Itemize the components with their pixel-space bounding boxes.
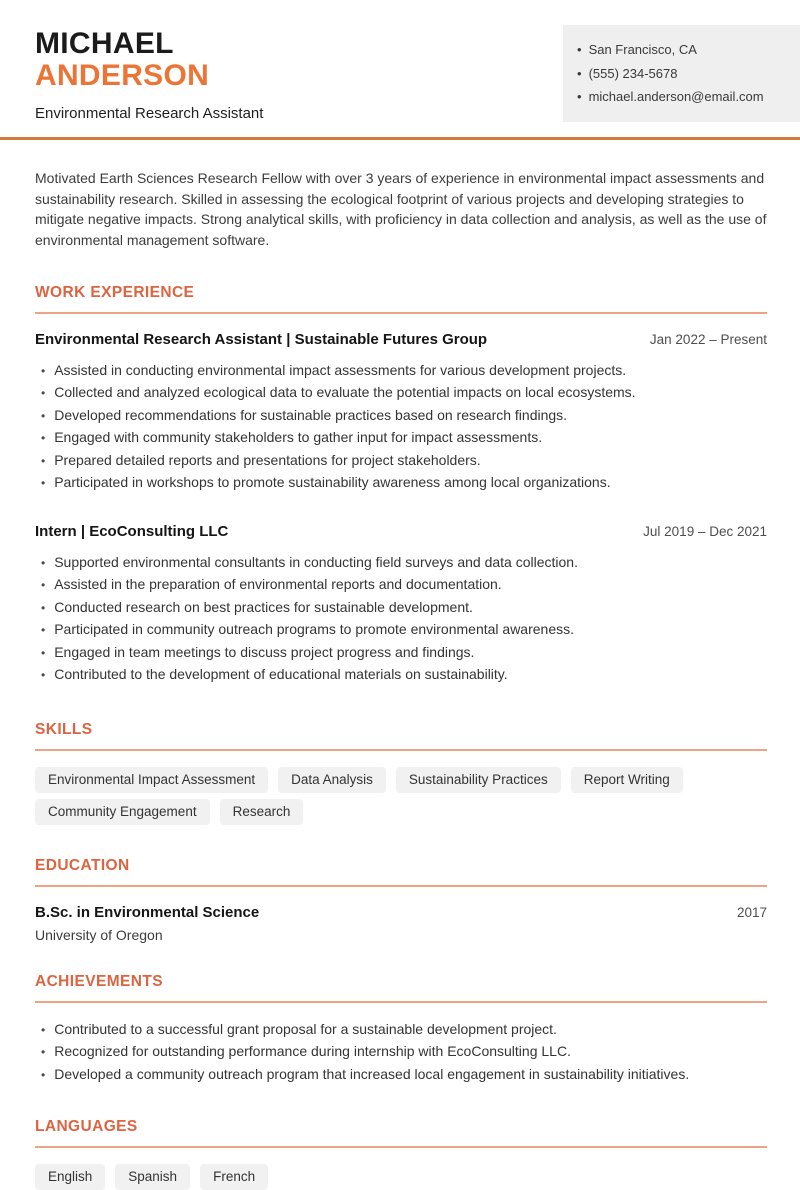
job-bullet <box>35 552 767 575</box>
bullet-icon: • <box>41 623 46 638</box>
bullet-icon: • <box>41 386 46 401</box>
section-underline <box>35 1146 767 1148</box>
section-heading: SKILLS <box>35 720 93 738</box>
language-chip: Spanish <box>115 1164 190 1190</box>
resume-body <box>0 168 800 1190</box>
job-bullet <box>35 472 767 495</box>
contact-text: (555) 234-5678 <box>588 65 678 81</box>
bullet-icon: • <box>41 431 46 446</box>
bullet-text: Contributed to a successful grant proposal for a sustainable development project. <box>54 1020 557 1037</box>
section-heading: ACHIEVEMENTS <box>35 972 163 990</box>
skill-chip: Sustainability Practices <box>396 767 561 793</box>
section-education <box>35 857 767 943</box>
job-bullet <box>35 382 767 405</box>
job-bullet <box>35 597 767 620</box>
achievement-bullet <box>35 1064 767 1087</box>
job-entry <box>35 523 767 687</box>
bullet-text: Collected and analyzed ecological data to evaluate the potential impacts on local ecosystems. <box>54 384 636 401</box>
section-work-experience <box>35 284 767 687</box>
contact-card <box>563 25 800 122</box>
summary-paragraph: Motivated Earth Sciences Research Fellow with over 3 years of experience in environmental impact assessments and sustainability research. Skilled in assessing the ecological footprint of various projects and developing strategies to mitigate negative impacts. Strong analytical skills, with proficiency in data collection and analysis, as well as the use of environmental management software. <box>35 170 767 249</box>
bullet-text: Prepared detailed reports and presentations for project stakeholders. <box>54 451 481 468</box>
contact-text: michael.anderson@email.com <box>588 89 764 104</box>
job-dates: Jan 2022 – Present <box>649 331 767 347</box>
job-entry <box>35 331 767 495</box>
skill-chip: Data Analysis <box>278 767 386 793</box>
bullet-text: Participated in workshops to promote sustainability awareness among local organizations. <box>54 474 611 491</box>
bullet-icon: • <box>41 645 46 660</box>
bullet-text: Supported environmental consultants in conducting field surveys and data collection. <box>54 553 578 570</box>
job-bullet <box>35 664 767 687</box>
job-bullet <box>35 642 767 665</box>
job-header <box>35 523 767 540</box>
section-underline <box>35 749 767 751</box>
bullet-icon: • <box>577 89 582 104</box>
skill-chip: Report Writing <box>571 767 683 793</box>
contact-item <box>577 38 784 62</box>
bullet-text: Participated in community outreach programs to promote environmental awareness. <box>54 621 575 638</box>
skill-chip: Research <box>220 799 304 825</box>
contact-item <box>577 62 784 86</box>
contact-text: San Francisco, CA <box>588 42 697 57</box>
bullet-icon: • <box>41 408 46 423</box>
bullet-icon: • <box>577 65 582 81</box>
job-header <box>35 331 767 348</box>
bullet-text: Assisted in the preparation of environmental reports and documentation. <box>54 576 502 593</box>
bullet-text: Recognized for outstanding performance during internship with EcoConsulting LLC. <box>54 1043 571 1060</box>
skill-chip: Community Engagement <box>35 799 210 825</box>
job-bullet <box>35 450 767 473</box>
first-name: MICHAEL <box>35 27 174 60</box>
job-bullet <box>35 427 767 450</box>
section-underline <box>35 885 767 887</box>
candidate-job-title: Environmental Research Assistant <box>35 105 264 123</box>
bullet-icon: • <box>41 1067 46 1082</box>
language-chip: English <box>35 1164 105 1190</box>
education-year: 2017 <box>736 904 767 920</box>
education-entry <box>35 904 767 921</box>
bullet-text: Assisted in conducting environmental impact assessments for various development projects. <box>54 361 627 378</box>
bullet-text: Contributed to the development of educational materials on sustainability. <box>54 666 508 683</box>
languages-chip-list <box>35 1164 767 1190</box>
bullet-icon: • <box>41 578 46 593</box>
education-degree: B.Sc. in Environmental Science <box>35 903 260 921</box>
last-name: ANDERSON <box>35 59 210 93</box>
bullet-icon: • <box>41 453 46 468</box>
bullet-icon: • <box>577 42 582 57</box>
job-bullet <box>35 405 767 428</box>
section-heading: EDUCATION <box>35 856 130 874</box>
header-divider <box>0 137 800 140</box>
bullet-text: Developed recommendations for sustainable practices based on research findings. <box>54 406 568 423</box>
section-heading: WORK EXPERIENCE <box>35 283 195 301</box>
job-bullet <box>35 574 767 597</box>
bullet-text: Engaged with community stakeholders to gather input for impact assessments. <box>54 429 543 446</box>
bullet-icon: • <box>41 1022 46 1037</box>
skill-chip: Environmental Impact Assessment <box>35 767 268 793</box>
section-underline <box>35 312 767 314</box>
bullet-icon: • <box>41 363 46 378</box>
job-title: Environmental Research Assistant | Sustainable Futures Group <box>35 330 488 348</box>
achievement-bullet <box>35 1041 767 1064</box>
job-bullet <box>35 360 767 383</box>
contact-item <box>577 85 784 109</box>
bullet-icon: • <box>41 476 46 491</box>
skills-chip-list <box>35 767 767 825</box>
bullet-icon: • <box>41 668 46 683</box>
job-title: Intern | EcoConsulting LLC <box>35 522 229 540</box>
section-skills <box>35 721 767 825</box>
job-bullet <box>35 619 767 642</box>
resume-header <box>0 0 800 137</box>
section-underline <box>35 1001 767 1003</box>
bullet-icon: • <box>41 555 46 570</box>
education-school: University of Oregon <box>35 926 163 943</box>
section-achievements <box>35 973 767 1087</box>
section-heading: LANGUAGES <box>35 1118 138 1136</box>
job-dates: Jul 2019 – Dec 2021 <box>643 523 767 539</box>
bullet-text: Developed a community outreach program that increased local engagement in sustainability initiatives. <box>54 1065 690 1082</box>
achievement-bullet <box>35 1019 767 1042</box>
language-chip: French <box>200 1164 268 1190</box>
bullet-icon: • <box>41 600 46 615</box>
section-languages <box>35 1118 767 1190</box>
bullet-text: Conducted research on best practices for sustainable development. <box>54 598 473 615</box>
bullet-icon: • <box>41 1045 46 1060</box>
bullet-text: Engaged in team meetings to discuss project progress and findings. <box>54 643 475 660</box>
